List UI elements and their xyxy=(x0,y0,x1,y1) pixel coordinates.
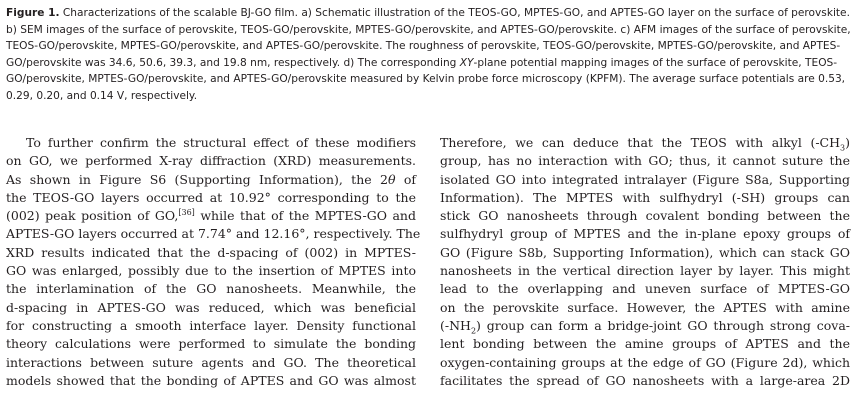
figure-caption xyxy=(6,5,852,105)
right-line-7: GO (Figure S8b, Supporting Information), which can stack GO xyxy=(440,244,850,260)
right-line-2: group, has no interaction with GO; thus, it cannot suture the xyxy=(440,153,850,169)
right-line-5: stick GO nanosheets through covalent bonding between the xyxy=(440,208,850,224)
right-line-8: nanosheets in the vertical direction layer by layer. This might xyxy=(440,263,850,279)
right-line-10: on the perovskite surface. However, the APTES with amine xyxy=(440,299,850,315)
caption-text-part2: -plane potential mapping images of the surface of perovskite, TEOS-GO/perovskite, MPTES-GO/perovskite, and APTES-GO/perovskite measured by Kelvin probe force microscopy (KPFM). The average surface potentials are 0.53, 0.29, 0.20, and 0.14 V, respectively. xyxy=(6,56,846,102)
left-line-14: models showed that the bonding of APTES and GO was almost xyxy=(6,372,416,388)
right-line-6: sulfhydryl group of MPTES and the in-plane epoxy groups of xyxy=(440,226,850,242)
right-line-4: Information). The MPTES with sulfhydryl (-SH) groups can xyxy=(440,189,850,205)
left-line-5: (002) peak position of GO,[36] while that of the MPTES-GO and xyxy=(6,208,416,224)
left-line-3: As shown in Figure S6 (Supporting Information), the 2θ of xyxy=(6,171,416,187)
left-line-13: interactions between suture agents and GO. The theoretical xyxy=(6,354,416,370)
right-line-9: lead to the overlapping and uneven surface of MPTES-GO xyxy=(440,281,850,297)
left-column xyxy=(6,134,421,390)
caption-text-part1: Characterizations of the scalable BJ-GO film. a) Schematic illustration of the TEOS-GO, MPTES-GO, and APTES-GO layer on the surface of perovskite. b) SEM images of the surface of perovskite, TEOS-GO/perovskite, MPTES-GO/perovskite, and APTES-GO/perovskite. c) AFM images of the surface of perovskite, TEOS-GO/perovskite, MPTES-GO/perovskite, and APTES-GO/perovskite. The roughness of perovskite, TEOS-GO/perovskite, MPTES-GO/perovskite, and APTES-GO/perovskite was 34.6, 50.6, 39.3, and 19.8 nm, respectively. d) The corresponding xyxy=(6,7,851,69)
left-line-10: d-spacing in APTES-GO was reduced, which was beneficial xyxy=(6,299,416,315)
reference-36: [36] xyxy=(178,208,195,218)
left-line-2: on GO, we performed X-ray diffraction (XRD) measurements. xyxy=(6,153,416,169)
caption-xy-italic: XY xyxy=(459,56,474,69)
right-line-11: $(-NH_2)$ group can form a bridge-joint GO through strong cova- xyxy=(440,317,850,336)
left-line-6: APTES-GO layers occurred at 7.74° and 12.16°, respectively. The xyxy=(6,226,421,242)
left-line-9: the interlamination of the GO nanosheets. Meanwhile, the xyxy=(6,281,416,297)
left-line-11: for constructing a smooth interface layer. Density functional xyxy=(6,317,416,333)
left-line-7: XRD results indicated that the d-spacing of (002) in MPTES- xyxy=(6,244,416,260)
right-line-1: Therefore, we can deduce that the TEOS with alkyl $(-CH_3)$ xyxy=(440,135,850,153)
right-line-13: oxygen-containing groups at the edge of GO (Figure 2d), which xyxy=(440,354,850,370)
subscript-2: 2 xyxy=(470,326,477,336)
right-column xyxy=(440,134,850,390)
right-line-12: lent bonding between the amine groups of APTES and the xyxy=(440,336,850,352)
left-line-8: GO was enlarged, possibly due to the insertion of MPTES into xyxy=(6,263,416,279)
right-line-14: facilitates the spread of GO nanosheets with a large-area 2D xyxy=(440,372,850,388)
theta-symbol: θ xyxy=(387,171,396,187)
left-line-4: the TEOS-GO layers occurred at 10.92° corresponding to the xyxy=(6,189,416,205)
left-line-1: To further confirm the structural effect of these modifiers xyxy=(26,135,416,150)
left-line-12: theory calculations were performed to simulate the bonding xyxy=(6,336,416,352)
subscript-3: 3 xyxy=(840,143,846,153)
right-line-3: isolated GO into integrated intralayer (Figure S8a, Supporting xyxy=(440,171,850,187)
figure-label: Figure 1. xyxy=(6,7,60,19)
